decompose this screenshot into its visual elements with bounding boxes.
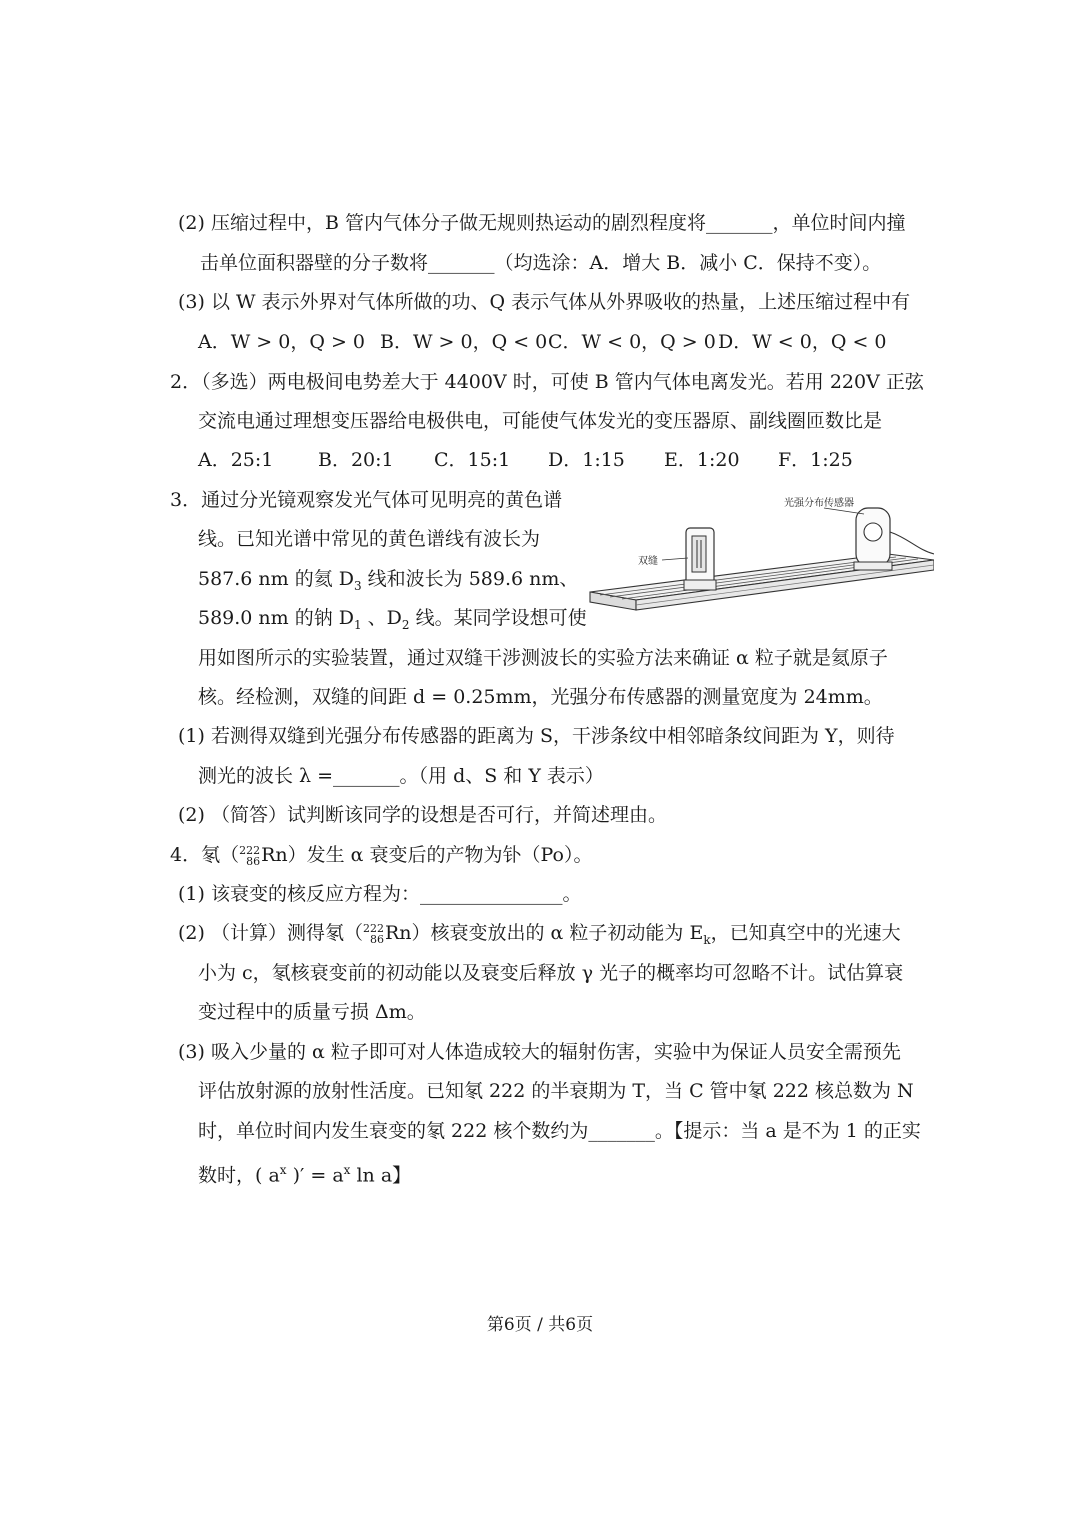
q2-line1: 2．（多选）两电极间电势差大于 4400V 时，可使 B 管内气体电离发光。若用 220V 正弦 (170, 371, 924, 393)
q4-part2-line1: (2) （计算）测得氡（ 222 86 Rn）核衰变放出的 α 粒子初动能为 $E_k$，已知真空中的光速大 (178, 922, 901, 947)
q3-line4: 589.0 nm 的钠 $D_1$ 、$D_2$ 线。某同学设想可使 (198, 607, 587, 632)
q1-part3-option-d: D．W < 0，Q < 0 (718, 331, 887, 353)
q3-part1-line2: 测光的波长 λ =_______。（用 d、S 和 Y 表示） (198, 765, 604, 787)
q4-line1: 4．氡（ 222 86 Rn）发生 α 衰变后的产物为钋（Po）。 (170, 844, 593, 868)
q2-line2: 交流电通过理想变压器给电极供电，可能使气体发光的变压器原、副线圈匝数比是 (198, 410, 883, 432)
q1-part3-line1: (3) 以 W 表示外界对气体所做的功、Q 表示气体从外界吸收的热量，上述压缩过程中有 (178, 291, 911, 313)
nuclide-notation: 222 86 (239, 844, 261, 868)
q4-part3-line4: 数时，( $a^x$ )′ = $a^x$ ln a】 (198, 1163, 412, 1187)
q1-part2-line1: (2) 压缩过程中，B 管内气体分子做无规则热运动的剧烈程度将_______，单位时间内撞 (178, 212, 906, 234)
q4-part1-line1: (1) 该衰变的核反应方程为：_______________。 (178, 883, 582, 905)
experiment-apparatus-figure (588, 494, 934, 620)
q3-line2: 线。已知光谱中常见的黄色谱线有波长为 (198, 528, 541, 550)
q2-option-a: A．25:1 (198, 449, 274, 471)
q4-part3-line2: 评估放射源的放射性活度。已知氡 222 的半衰期为 T，当 C 管中氡 222 核总数为 N (198, 1080, 914, 1102)
q1-part3-option-c: C．W < 0，Q > 0 (548, 331, 716, 353)
q2-option-d: D．1:15 (548, 449, 625, 471)
q3-part2-line1: (2) （简答）试判断该同学的设想是否可行，并简述理由。 (178, 804, 667, 826)
q4-part2-line2: 小为 c，氡核衰变前的初动能以及衰变后释放 γ 光子的概率均可忽略不计。试估算衰 (198, 962, 904, 984)
q3-line6: 核。经检测，双缝的间距 d = 0.25mm，光强分布传感器的测量宽度为 24mm。 (198, 686, 883, 708)
q4-part3-line1: (3) 吸入少量的 α 粒子即可对人体造成较大的辐射伤害，实验中为保证人员安全需预先 (178, 1041, 901, 1063)
q3-line3: 587.6 nm 的氦 $D_3$ 线和波长为 589.6 nm、 (198, 568, 579, 593)
q1-part2-line2: 击单位面积器壁的分子数将_______（均选涂：A．增大 B．减小 C．保持不变）。 (200, 252, 882, 274)
q3-part1-line1: (1) 若测得双缝到光强分布传感器的距离为 S，干涉条纹中相邻暗条纹间距为 Y，则待 (178, 725, 895, 747)
q2-option-f: F．1:25 (778, 449, 853, 471)
nuclide-notation: 222 86 (362, 922, 384, 946)
figure-label-double-slit: 双缝 (638, 556, 658, 567)
q4-part3-line3: 时，单位时间内发生衰变的氡 222 核个数约为_______。【提示：当 a 是不为 1 的正实 (198, 1120, 921, 1142)
q1-part3-option-b: B．W > 0，Q < 0 (380, 331, 548, 353)
q3-line1: 3．通过分光镜观察发光气体可见明亮的黄色谱 (170, 489, 563, 511)
q2-option-c: C．15:1 (434, 449, 511, 471)
page-footer: 第6页 / 共6页 (486, 1315, 594, 1335)
q1-part3-option-a: A．W > 0，Q > 0 (198, 331, 366, 353)
q2-option-b: B．20:1 (318, 449, 394, 471)
q4-part2-line3: 变过程中的质量亏损 Δm。 (198, 1001, 426, 1023)
q3-line5: 用如图所示的实验装置，通过双缝干涉测波长的实验方法来确证 α 粒子就是氦原子 (198, 647, 888, 669)
q2-option-e: E．1:20 (664, 449, 740, 471)
figure-label-sensor: 光强分布传感器 (784, 498, 854, 509)
